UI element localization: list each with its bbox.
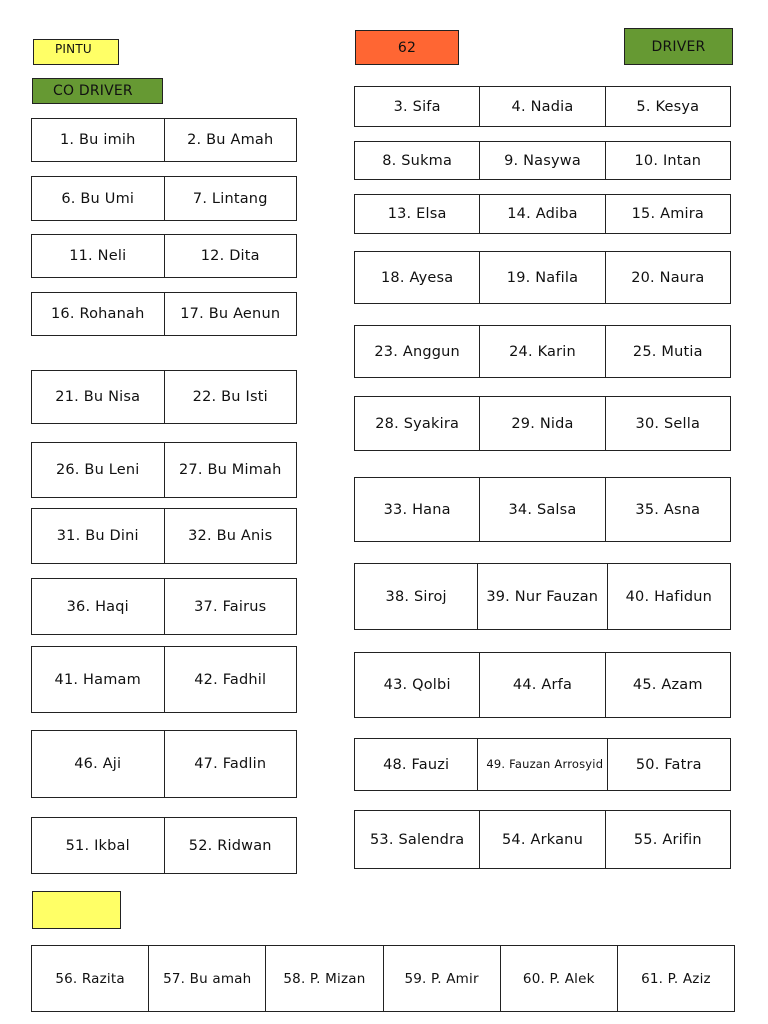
seat[interactable]: 1. Bu imih	[59, 132, 136, 148]
seat[interactable]: 4. Nadia	[479, 87, 604, 126]
seat[interactable]: 14. Adiba	[479, 195, 604, 233]
seat[interactable]: 23. Anggun	[374, 343, 460, 360]
seat[interactable]: 51. Ikbal	[65, 837, 130, 854]
seat-row	[31, 234, 297, 278]
seat[interactable]: 43. Qolbi	[383, 677, 451, 693]
seat[interactable]: 12. Dita	[164, 235, 297, 277]
seat[interactable]: 29. Nida	[479, 397, 604, 450]
seat-row	[31, 118, 297, 162]
seat-row	[31, 817, 297, 874]
seat[interactable]: 7. Lintang	[164, 177, 297, 220]
seat[interactable]: 40. Hafidun	[607, 564, 730, 629]
driver-label: DRIVER	[624, 28, 733, 65]
seat[interactable]: 27. Bu Mimah	[164, 443, 297, 497]
seat[interactable]: 38. Siroj	[385, 588, 447, 605]
seat[interactable]: 52. Ridwan	[164, 818, 297, 873]
seat-row	[31, 292, 297, 336]
back-seat-row	[31, 945, 735, 1012]
seat[interactable]: 8. Sukma	[382, 152, 453, 169]
seat[interactable]: 53. Salendra	[369, 831, 465, 848]
seat-row	[31, 176, 297, 221]
seat[interactable]: 35. Asna	[605, 478, 730, 541]
seat[interactable]: 36. Haqi	[66, 598, 129, 615]
seat[interactable]: 61. P. Aziz	[617, 946, 734, 1011]
seat[interactable]: 21. Bu Nisa	[55, 389, 141, 405]
seat[interactable]: 48. Fauzi	[383, 756, 450, 773]
seat[interactable]: 50. Fatra	[607, 739, 730, 790]
seat[interactable]: 37. Fairus	[164, 579, 297, 634]
seat[interactable]: 6. Bu Umi	[61, 190, 135, 207]
seat[interactable]: 11. Neli	[69, 248, 127, 264]
seat[interactable]: 25. Mutia	[605, 326, 730, 377]
seat[interactable]: 42. Fadhil	[164, 647, 297, 712]
seat[interactable]: 54. Arkanu	[479, 811, 604, 868]
seat-row	[31, 730, 297, 798]
seat-row	[31, 508, 297, 564]
seat[interactable]: 46. Aji	[74, 756, 122, 772]
seat-row	[31, 370, 297, 424]
seat[interactable]: 15. Amira	[605, 195, 730, 233]
seat[interactable]: 56. Razita	[55, 970, 125, 987]
seat[interactable]: 31. Bu Dini	[56, 528, 139, 544]
seat[interactable]: 10. Intan	[605, 142, 730, 179]
seat[interactable]: 45. Azam	[605, 653, 730, 717]
seat[interactable]: 19. Nafila	[479, 252, 604, 303]
seat[interactable]: 28. Syakira	[375, 415, 460, 432]
co-driver-label: CO DRIVER	[32, 78, 163, 104]
seat[interactable]: 57. Bu amah	[148, 946, 265, 1011]
seat[interactable]: 30. Sella	[605, 397, 730, 450]
seat[interactable]: 39. Nur Fauzan	[477, 564, 606, 629]
seat-row	[354, 652, 731, 718]
total-seats-badge: 62	[355, 30, 459, 65]
seat-row	[354, 251, 731, 304]
seat-row	[31, 578, 297, 635]
seat-row	[354, 194, 731, 234]
seat[interactable]: 2. Bu Amah	[164, 119, 297, 161]
seat[interactable]: 47. Fadlin	[164, 731, 297, 797]
seat[interactable]: 5. Kesya	[605, 87, 730, 126]
seat[interactable]: 59. P. Amir	[383, 946, 500, 1011]
seat[interactable]: 20. Naura	[605, 252, 730, 303]
seat[interactable]: 16. Rohanah	[50, 306, 145, 322]
seat[interactable]: 60. P. Alek	[500, 946, 617, 1011]
seat-row	[31, 442, 297, 498]
seat-row	[31, 646, 297, 713]
seat[interactable]: 41. Hamam	[54, 671, 141, 688]
seat[interactable]: 26. Bu Leni	[55, 462, 140, 478]
seat-row	[354, 738, 731, 791]
seat-row	[354, 141, 731, 180]
seat[interactable]: 17. Bu Aenun	[164, 293, 297, 335]
seat[interactable]: 18. Ayesa	[380, 269, 454, 286]
seat-row	[354, 563, 731, 630]
seat-row	[354, 325, 731, 378]
seat[interactable]: 34. Salsa	[479, 478, 604, 541]
seat[interactable]: 22. Bu Isti	[164, 371, 297, 423]
seat-row	[354, 396, 731, 451]
seat[interactable]: 24. Karin	[479, 326, 604, 377]
door-label: PINTU	[33, 39, 119, 65]
seat-row	[354, 810, 731, 869]
seat[interactable]: 58. P. Mizan	[265, 946, 382, 1011]
seat[interactable]: 32. Bu Anis	[164, 509, 297, 563]
seat[interactable]: 13. Elsa	[387, 206, 447, 222]
seat-row	[354, 477, 731, 542]
back-door-marker	[32, 891, 121, 929]
seat[interactable]: 33. Hana	[383, 501, 451, 518]
seat[interactable]: 55. Arifin	[605, 811, 730, 868]
seat[interactable]: 9. Nasywa	[479, 142, 604, 179]
seat-row	[354, 86, 731, 127]
seat[interactable]: 44. Arfa	[479, 653, 604, 717]
seat[interactable]: 3. Sifa	[393, 98, 441, 115]
seat[interactable]: 49. Fauzan Arrosyid	[477, 739, 606, 790]
